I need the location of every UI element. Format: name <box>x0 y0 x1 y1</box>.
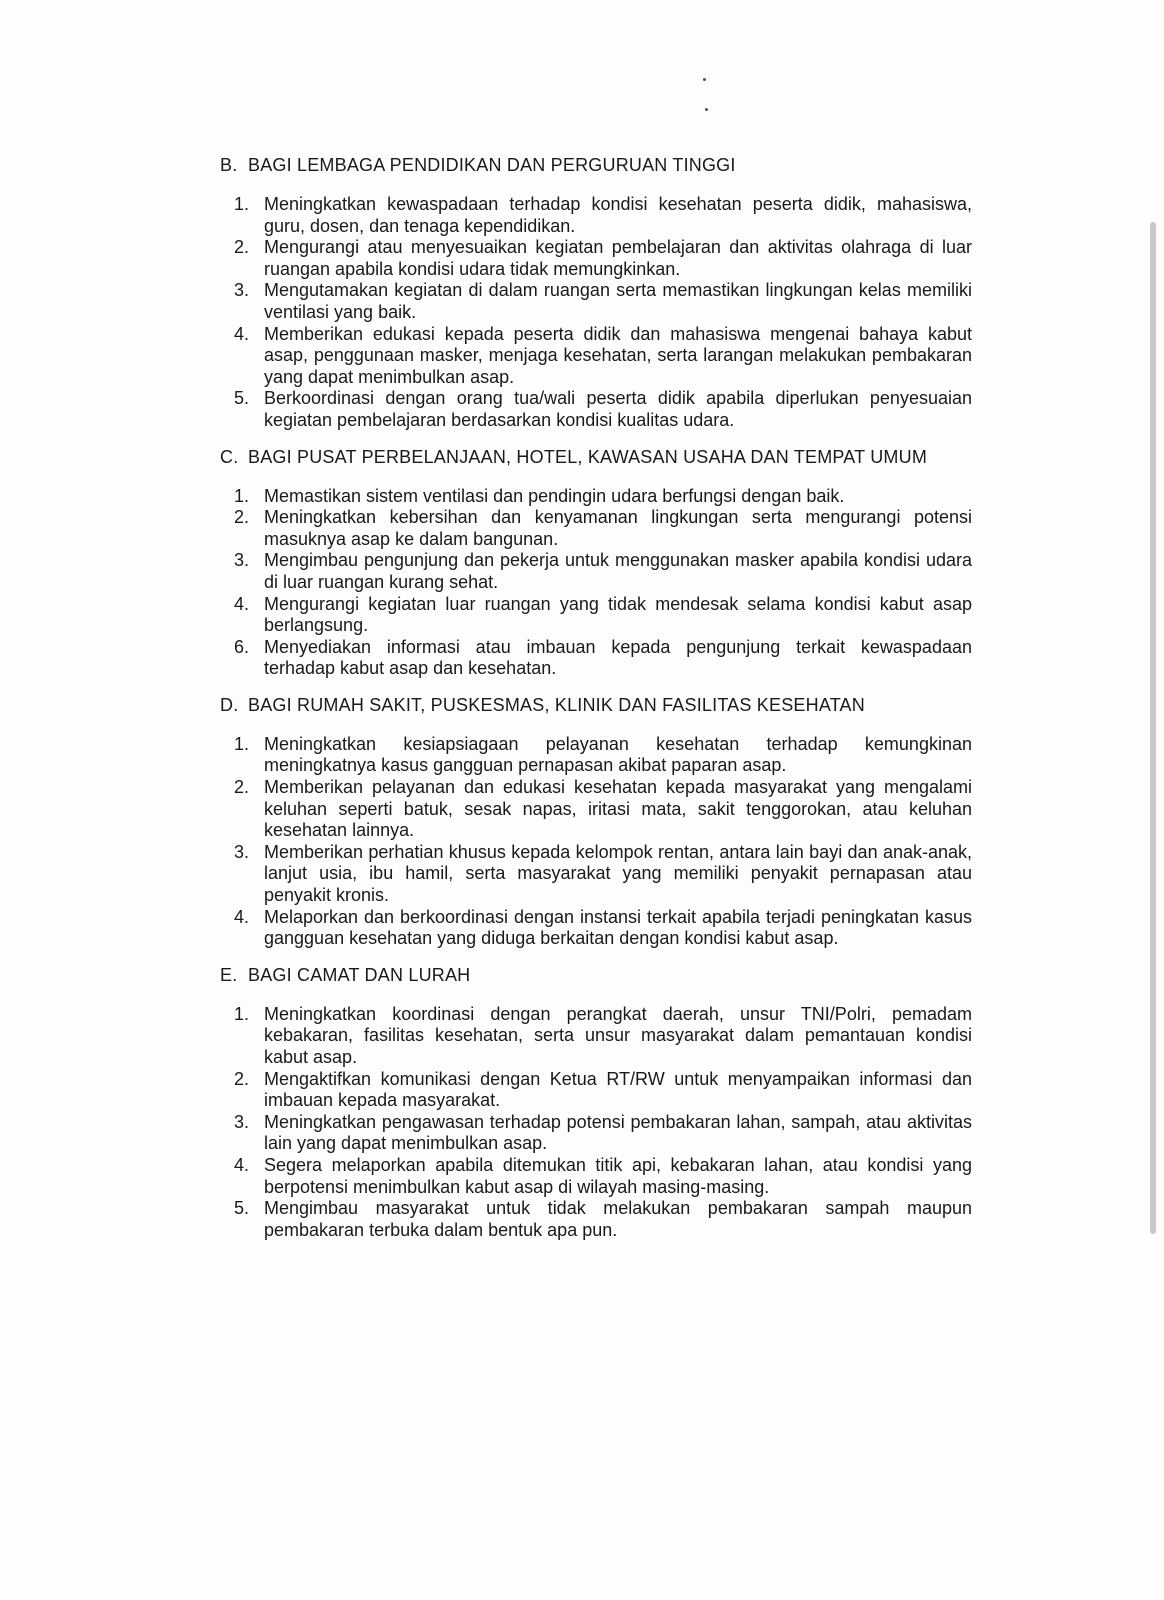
scrollbar[interactable] <box>1150 222 1156 1234</box>
scan-speck <box>705 108 708 111</box>
list-item-text: Memberikan perhatian khusus kepada kelompok rentan, antara lain bayi dan anak-anak, lanjut usia, ibu hamil, serta masyarakat yang memiliki penyakit pernapasan atau penyakit kronis. <box>264 841 972 906</box>
list-item-text: Memberikan edukasi kepada peserta didik dan mahasiswa mengenai bahaya kabut asap, penggunaan masker, menjaga kesehatan, serta larangan melakukan pembakaran yang dapat menimbulkan asap. <box>264 323 972 387</box>
list-item-text: Memberikan pelayanan dan edukasi kesehatan kepada masyarakat yang mengalami keluhan seperti batuk, sesak napas, iritasi mata, sakit tenggorokan, atau keluhan kesehatan lainnya. <box>264 777 972 841</box>
list-item-text: Segera melaporkan apabila ditemukan titik api, kebakaran lahan, atau kondisi yang berpotensi menimbulkan kabut asap di wilayah masing-masing. <box>264 1154 972 1197</box>
list-item-number: 1. <box>234 194 250 214</box>
section-heading <box>220 154 972 176</box>
list-item-number: 1. <box>234 485 250 506</box>
list-item-text: Menyediakan informasi atau imbauan kepada pengunjung terkait kewaspadaan terhadap kabut asap dan kesehatan. <box>264 636 972 679</box>
document-section <box>220 154 972 432</box>
list-item-text: Mengurangi atau menyesuaikan kegiatan pembelajaran dan aktivitas olahraga di luar ruangan apabila kondisi udara tidak memungkinkan. <box>264 237 972 279</box>
list-item-number: 4. <box>234 593 250 614</box>
list-item <box>234 734 972 777</box>
section-item-list <box>220 486 972 680</box>
list-item <box>234 594 972 637</box>
section-title-text: BAGI PUSAT PERBELANJAAN, HOTEL, KAWASAN USAHA DAN TEMPAT UMUM <box>248 446 928 467</box>
list-item-number: 4. <box>234 323 250 344</box>
list-item-text: Meningkatkan pengawasan terhadap potensi pembakaran lahan, sampah, atau aktivitas lain yang dapat menimbulkan asap. <box>264 1111 972 1154</box>
list-item <box>234 1198 972 1241</box>
section-item-list <box>220 1004 972 1242</box>
list-item <box>234 777 972 842</box>
list-item-text: Meningkatkan kesiapsiagaan pelayanan kesehatan terhadap kemungkinan meningkatnya kasus gangguan pernapasan akibat paparan asap. <box>264 733 972 776</box>
document-section <box>220 964 972 1242</box>
section-item-list <box>220 194 972 432</box>
list-item <box>234 280 972 323</box>
list-item-number: 2. <box>234 507 250 528</box>
section-title-text: BAGI RUMAH SAKIT, PUSKESMAS, KLINIK DAN FASILITAS KESEHATAN <box>248 694 865 715</box>
list-item-number: 2. <box>234 777 250 798</box>
list-item-number: 6. <box>234 636 250 657</box>
section-heading <box>220 446 972 468</box>
list-item-text: Mengurangi kegiatan luar ruangan yang tidak mendesak selama kondisi kabut asap berlangsung. <box>264 593 972 636</box>
section-title-text: BAGI LEMBAGA PENDIDIKAN DAN PERGURUAN TINGGI <box>248 155 736 175</box>
document-section <box>220 446 972 680</box>
list-item-text: Mengimbau pengunjung dan pekerja untuk menggunakan masker apabila kondisi udara di luar ruangan kurang sehat. <box>264 550 972 592</box>
list-item-number: 3. <box>234 550 250 571</box>
list-item-text: Memastikan sistem ventilasi dan pendingin udara berfungsi dengan baik. <box>264 485 845 506</box>
list-item-number: 3. <box>234 280 250 301</box>
list-item-number: 4. <box>234 906 250 927</box>
section-heading <box>220 964 972 986</box>
list-item <box>234 486 972 508</box>
document-section <box>220 694 972 950</box>
list-item <box>234 1112 972 1155</box>
list-item <box>234 1069 972 1112</box>
list-item <box>234 324 972 389</box>
section-title-text: BAGI CAMAT DAN LURAH <box>248 964 471 985</box>
list-item-text: Mengaktifkan komunikasi dengan Ketua RT/RW untuk menyampaikan informasi dan imbauan kepada masyarakat. <box>264 1068 972 1111</box>
list-item-number: 5. <box>234 388 250 409</box>
list-item-text: Meningkatkan kebersihan dan kenyamanan lingkungan serta mengurangi potensi masuknya asap ke dalam bangunan. <box>264 507 972 549</box>
list-item-number: 4. <box>234 1154 250 1175</box>
section-letter: B. <box>220 155 238 175</box>
list-item-text: Mengimbau masyarakat untuk tidak melakukan pembakaran sampah maupun pembakaran terbuka dalam bentuk apa pun. <box>264 1198 972 1240</box>
list-item-text: Mengutamakan kegiatan di dalam ruangan serta memastikan lingkungan kelas memiliki ventilasi yang baik. <box>264 280 972 322</box>
list-item-number: 5. <box>234 1198 250 1219</box>
list-item <box>234 550 972 593</box>
list-item-number: 2. <box>234 1068 250 1089</box>
list-item <box>234 842 972 907</box>
list-item-number: 3. <box>234 1111 250 1132</box>
section-letter: E. <box>220 964 238 985</box>
list-item-number: 2. <box>234 237 250 258</box>
list-item-number: 3. <box>234 841 250 862</box>
list-item-text: Meningkatkan koordinasi dengan perangkat daerah, unsur TNI/Polri, pemadam kebakaran, fasilitas kesehatan, serta unsur masyarakat dalam pemantauan kondisi kabut asap. <box>264 1003 972 1067</box>
list-item <box>234 194 972 237</box>
list-item <box>234 907 972 950</box>
list-item-text: Meningkatkan kewaspadaan terhadap kondisi kesehatan peserta didik, mahasiswa, guru, dosen, dan tenaga kependidikan. <box>264 194 972 236</box>
list-item-text: Melaporkan dan berkoordinasi dengan instansi terkait apabila terjadi peningkatan kasus gangguan kesehatan yang diduga berkaitan dengan kondisi kabut asap. <box>264 906 972 949</box>
scan-speck <box>703 78 706 81</box>
list-item-text: Berkoordinasi dengan orang tua/wali peserta didik apabila diperlukan penyesuaian kegiatan pembelajaran berdasarkan kondisi kualitas udara. <box>264 388 972 430</box>
list-item <box>234 237 972 280</box>
list-item-number: 1. <box>234 1003 250 1024</box>
list-item-number: 1. <box>234 733 250 754</box>
list-item <box>234 637 972 680</box>
list-item <box>234 1155 972 1198</box>
section-item-list <box>220 734 972 950</box>
list-item <box>234 388 972 431</box>
section-heading <box>220 694 972 716</box>
section-letter: D. <box>220 694 239 715</box>
list-item <box>234 1004 972 1069</box>
section-letter: C. <box>220 446 239 467</box>
list-item <box>234 507 972 550</box>
document-content <box>220 154 972 1255</box>
